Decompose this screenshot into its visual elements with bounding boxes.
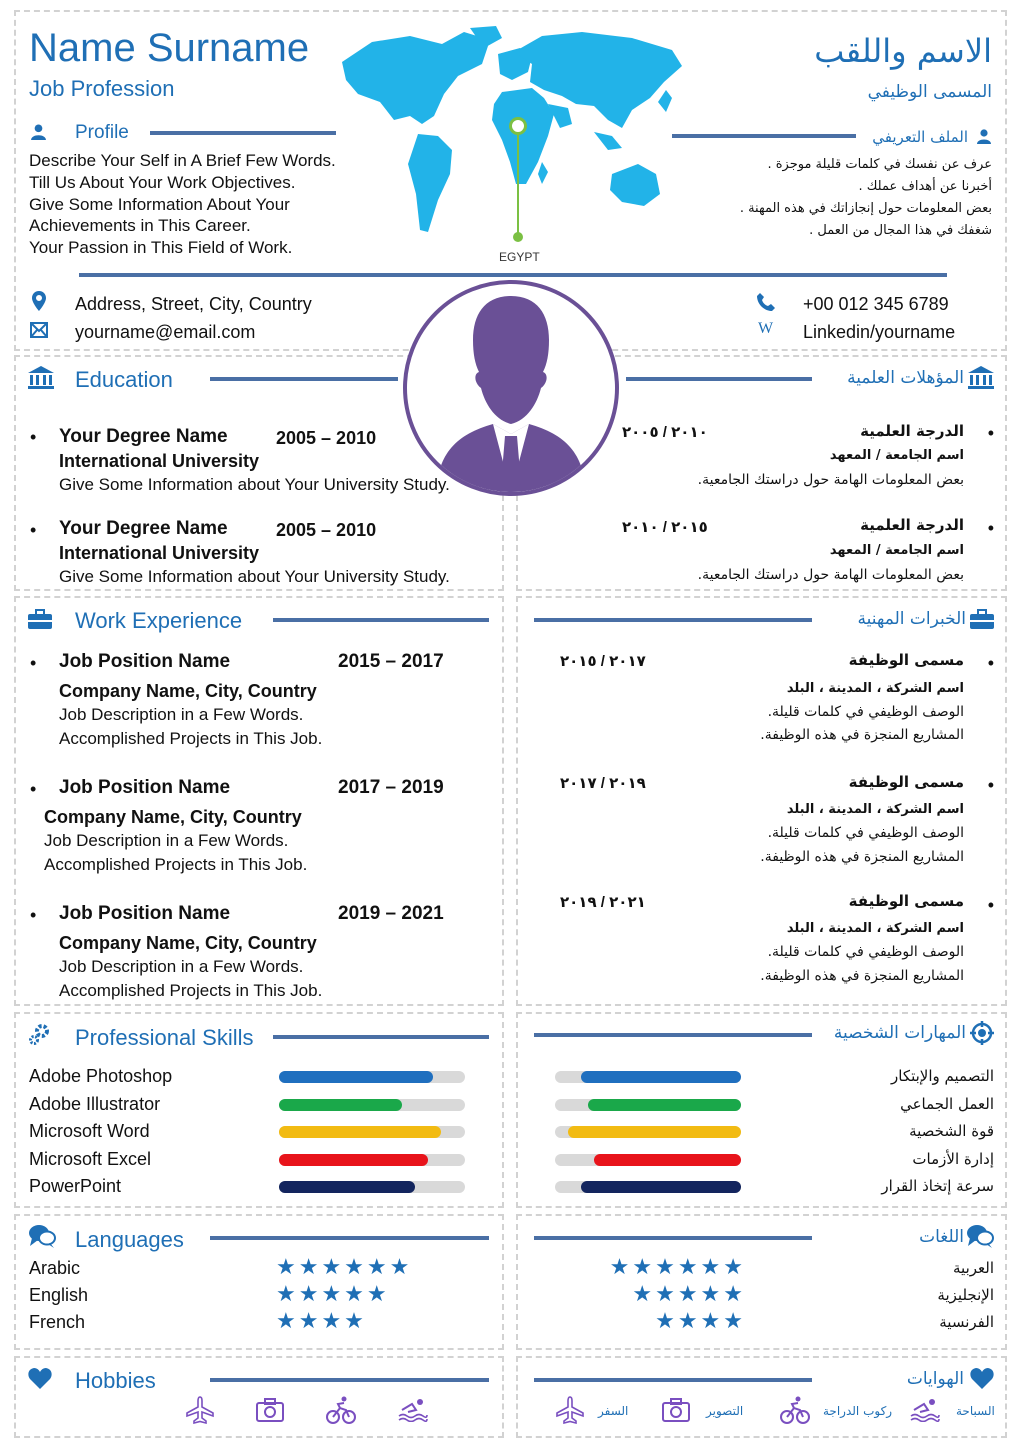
- user-icon: [30, 123, 47, 145]
- education-rule: [210, 377, 398, 381]
- bullet: •: [987, 895, 994, 915]
- university-name-ar: اسم الجامعة / المعهد: [829, 448, 964, 463]
- language-stars: ★★★★: [276, 1308, 367, 1333]
- job-projects-ar: المشاريع المنجزة في هذه الوظيفة.: [760, 727, 964, 743]
- skill-bar-track: [279, 1126, 465, 1138]
- briefcase-icon: [28, 609, 52, 634]
- linkedin-icon: W: [758, 320, 774, 337]
- degree-years-ar: ٢٠١٥ / ٢٠١٠: [622, 519, 708, 536]
- skill-bar-track: [555, 1071, 741, 1083]
- plane-icon: [556, 1396, 584, 1429]
- profile-line: Till Us About Your Work Objectives.: [29, 172, 296, 192]
- skill-bar-fill: [279, 1099, 402, 1111]
- swimming-icon: [910, 1398, 940, 1427]
- company-name-ar: اسم الشركة ، المدينة ، البلد: [786, 921, 964, 936]
- skill-name: PowerPoint: [29, 1176, 122, 1196]
- skill-bar-fill: [279, 1154, 428, 1166]
- language-stars: ★★★★★: [632, 1281, 746, 1306]
- education-info: Give Some Information about Your University Study.: [59, 475, 450, 494]
- company-name-ar: اسم الشركة ، المدينة ، البلد: [786, 802, 964, 817]
- swimming-icon: [398, 1398, 428, 1427]
- job-years: 2017 – 2019: [338, 777, 444, 798]
- work-title-ar: الخبرات المهنية: [857, 609, 966, 629]
- hobby-label-ar: السباحة: [956, 1404, 995, 1418]
- university-name: International University: [59, 543, 260, 563]
- language-name: English: [29, 1285, 89, 1305]
- hobbies-rule: [210, 1378, 489, 1382]
- profile-line: Give Some Information About Your: [29, 194, 290, 214]
- target-icon: [970, 1021, 994, 1050]
- heart-icon: [28, 1367, 52, 1394]
- skill-name: Adobe Illustrator: [29, 1093, 161, 1114]
- camera-icon: [662, 1398, 690, 1427]
- job-position-ar: مسمى الوظيفة: [848, 651, 964, 669]
- job-position-ar: مسمى الوظيفة: [848, 773, 964, 791]
- company-name-ar: اسم الشركة ، المدينة ، البلد: [786, 681, 964, 696]
- language-name-ar: الإنجليزية: [937, 1286, 994, 1304]
- job-projects-ar: المشاريع المنجزة في هذه الوظيفة.: [760, 849, 964, 865]
- skill-name: Microsoft Word: [29, 1121, 150, 1141]
- languages-title-ar: اللغات: [919, 1227, 964, 1247]
- bullet: •: [987, 775, 994, 795]
- languages-rule-ar: [534, 1236, 812, 1240]
- header-divider: [79, 273, 947, 277]
- profile-title-ar: الملف التعريفي: [872, 128, 968, 146]
- profile-line-ar: بعض المعلومات حول إنجازاتك في هذه المهنة .: [739, 201, 992, 216]
- job-projects: Accomplished Projects in This Job.: [44, 855, 308, 874]
- skills-rule: [273, 1035, 489, 1039]
- email-icon: [30, 322, 48, 343]
- job-projects: Accomplished Projects in This Job.: [59, 729, 323, 748]
- skill-bar-track: [279, 1071, 465, 1083]
- phone-text: +00 012 345 6789: [803, 294, 949, 314]
- university-name-ar: اسم الجامعة / المعهد: [829, 543, 964, 558]
- job-description: Job Description in a Few Words.: [59, 705, 304, 724]
- speech-bubbles-icon: [28, 1224, 56, 1253]
- job-description-ar: الوصف الوظيفي في كلمات قليلة.: [767, 704, 964, 720]
- linkedin-link[interactable]: Linkedin/yourname: [803, 322, 956, 342]
- skill-name-ar: سرعة إتخاذ القرار: [881, 1177, 994, 1195]
- phone-icon: [756, 292, 776, 317]
- skill-bar-fill: [279, 1181, 415, 1193]
- language-name-ar: الفرنسية: [939, 1313, 994, 1331]
- education-info: Give Some Information about Your University Study.: [59, 567, 450, 586]
- profile-line-ar: أخبرنا عن أهداف عملك .: [858, 179, 992, 194]
- job-years-ar: ٢٠١٧ / ٢٠١٥: [560, 653, 646, 670]
- cycling-icon: [326, 1396, 356, 1429]
- skill-bar-fill: [588, 1099, 741, 1111]
- profile-line: Your Passion in This Field of Work.: [29, 238, 293, 258]
- education-rule-ar: [626, 377, 812, 381]
- avatar: [403, 280, 619, 496]
- person-silhouette-icon: [407, 284, 615, 492]
- job-description-ar: الوصف الوظيفي في كلمات قليلة.: [767, 944, 964, 960]
- location-icon: [32, 291, 46, 316]
- profile-line-ar: عرف عن نفسك في كلمات قليلة موجزة .: [767, 157, 992, 172]
- bullet: •: [30, 427, 37, 447]
- job-years-ar: ٢٠٢١ / ٢٠١٩: [560, 894, 646, 911]
- bullet: •: [30, 905, 37, 925]
- hobby-label-ar: السفر: [598, 1404, 629, 1418]
- university-name: International University: [59, 451, 260, 471]
- university-icon: [968, 366, 994, 395]
- profile-title: Profile: [75, 122, 129, 143]
- job-years-ar: ٢٠١٩ / ٢٠١٧: [560, 775, 646, 792]
- name-title: Name Surname: [29, 26, 310, 70]
- map-pin-line: [517, 126, 519, 236]
- bullet: •: [987, 423, 994, 443]
- profile-text-ar: [740, 154, 992, 242]
- job-years: 2015 – 2017: [338, 651, 444, 672]
- language-stars: ★★★★★: [276, 1281, 390, 1306]
- skill-bar-track: [279, 1154, 465, 1166]
- work-rule: [273, 618, 489, 622]
- address-text: Address, Street, City, Country: [75, 294, 312, 314]
- bullet: •: [987, 518, 994, 538]
- hobby-label-ar: التصوير: [706, 1404, 744, 1418]
- skill-name: Adobe Photoshop: [29, 1066, 173, 1086]
- degree-name: Your Degree Name: [59, 518, 228, 539]
- job-position: Job Position Name: [59, 777, 231, 798]
- skill-bar-track: [555, 1181, 741, 1193]
- speech-bubbles-icon: [966, 1224, 994, 1253]
- skill-bar-track: [555, 1126, 741, 1138]
- skill-bar-track: [555, 1099, 741, 1111]
- briefcase-icon: [970, 609, 994, 634]
- email-link[interactable]: yourname@email.com: [75, 322, 256, 342]
- cycling-icon: [780, 1396, 810, 1429]
- map-pin-base: [513, 232, 523, 242]
- skills-title-ar: المهارات الشخصية: [833, 1023, 966, 1043]
- profession-title-ar: المسمى الوظيفي: [867, 82, 992, 102]
- skills-rule-ar: [534, 1033, 812, 1037]
- skill-bar-track: [279, 1099, 465, 1111]
- skill-name-ar: قوة الشخصية: [909, 1122, 994, 1140]
- education-info-ar: بعض المعلومات الهامة حول دراستك الجامعية.: [697, 567, 964, 583]
- language-name-ar: العربية: [953, 1259, 994, 1277]
- camera-icon: [256, 1398, 284, 1427]
- company-name: Company Name, City, Country: [59, 681, 317, 701]
- work-title: Work Experience: [75, 608, 243, 633]
- skill-bar-fill: [568, 1126, 741, 1138]
- profile-line: Achievements in This Career.: [29, 216, 251, 236]
- university-icon: [28, 366, 54, 395]
- bullet: •: [30, 653, 37, 673]
- profile-line: Describe Your Self in A Brief Few Words.: [29, 151, 336, 170]
- skill-name-ar: العمل الجماعي: [900, 1094, 994, 1113]
- languages-title: Languages: [75, 1227, 184, 1252]
- language-name: French: [29, 1312, 86, 1332]
- degree-years-ar: ٢٠١٠ / ٢٠٠٥: [622, 424, 708, 441]
- name-title-ar: الاسم واللقب: [814, 32, 992, 70]
- profile-line-ar: شغفك في هذا المجال من العمل .: [809, 223, 992, 238]
- education-info-ar: بعض المعلومات الهامة حول دراستك الجامعية.: [697, 472, 964, 488]
- skill-name-ar: إدارة الأزمات: [912, 1149, 994, 1168]
- heart-icon: [970, 1367, 994, 1394]
- job-years: 2019 – 2021: [338, 903, 444, 924]
- profile-text: [29, 150, 336, 259]
- bullet: •: [987, 653, 994, 673]
- map-pin-head: [509, 117, 527, 135]
- gears-icon: [28, 1022, 52, 1051]
- skill-bar-fill: [279, 1126, 441, 1138]
- hobby-label-ar: ركوب الدراجة: [823, 1404, 893, 1418]
- skill-bar-fill: [581, 1181, 741, 1193]
- skill-name: Microsoft Excel: [29, 1148, 152, 1169]
- language-stars: ★★★★: [655, 1308, 746, 1333]
- profile-rule: [150, 131, 336, 135]
- hobbies-title: Hobbies: [75, 1368, 156, 1393]
- skill-bar-fill: [581, 1071, 741, 1083]
- language-name: Arabic: [29, 1258, 81, 1278]
- skill-bar-track: [279, 1181, 465, 1193]
- degree-name-ar: الدرجة العلمية: [860, 422, 964, 440]
- job-position: Job Position Name: [59, 903, 231, 924]
- degree-name-ar: الدرجة العلمية: [860, 516, 964, 534]
- bullet: •: [30, 779, 37, 799]
- hobbies-title-ar: الهوايات: [906, 1369, 964, 1389]
- map-label: EGYPT: [499, 250, 540, 264]
- job-projects: Accomplished Projects in This Job.: [59, 981, 323, 1000]
- languages-rule: [210, 1236, 489, 1240]
- language-stars: ★★★★★★: [609, 1254, 746, 1279]
- job-description: Job Description in a Few Words.: [59, 957, 304, 976]
- bullet: •: [30, 520, 37, 540]
- user-icon: [976, 128, 992, 149]
- degree-name: Your Degree Name: [59, 426, 228, 447]
- profession-title: Job Profession: [29, 76, 175, 101]
- education-title-ar: المؤهلات العلمية: [847, 368, 964, 388]
- education-title: Education: [75, 367, 173, 392]
- job-description: Job Description in a Few Words.: [44, 831, 289, 850]
- company-name: Company Name, City, Country: [44, 807, 302, 827]
- skill-bar-fill: [594, 1154, 741, 1166]
- hobbies-rule-ar: [534, 1378, 812, 1382]
- degree-years: 2005 – 2010: [276, 520, 377, 540]
- skill-bar-track: [555, 1154, 741, 1166]
- work-rule-ar: [534, 618, 812, 622]
- skills-title: Professional Skills: [75, 1025, 254, 1050]
- skill-bar-fill: [279, 1071, 433, 1083]
- language-stars: ★★★★★★: [276, 1254, 413, 1279]
- company-name: Company Name, City, Country: [59, 933, 317, 953]
- degree-years: 2005 – 2010: [276, 428, 377, 448]
- job-position: Job Position Name: [59, 651, 231, 672]
- job-description-ar: الوصف الوظيفي في كلمات قليلة.: [767, 825, 964, 841]
- profile-rule-ar: [672, 134, 856, 138]
- skill-name-ar: التصميم والإبتكار: [891, 1067, 994, 1085]
- plane-icon: [186, 1396, 214, 1429]
- job-position-ar: مسمى الوظيفة: [848, 892, 964, 910]
- job-projects-ar: المشاريع المنجزة في هذه الوظيفة.: [760, 968, 964, 984]
